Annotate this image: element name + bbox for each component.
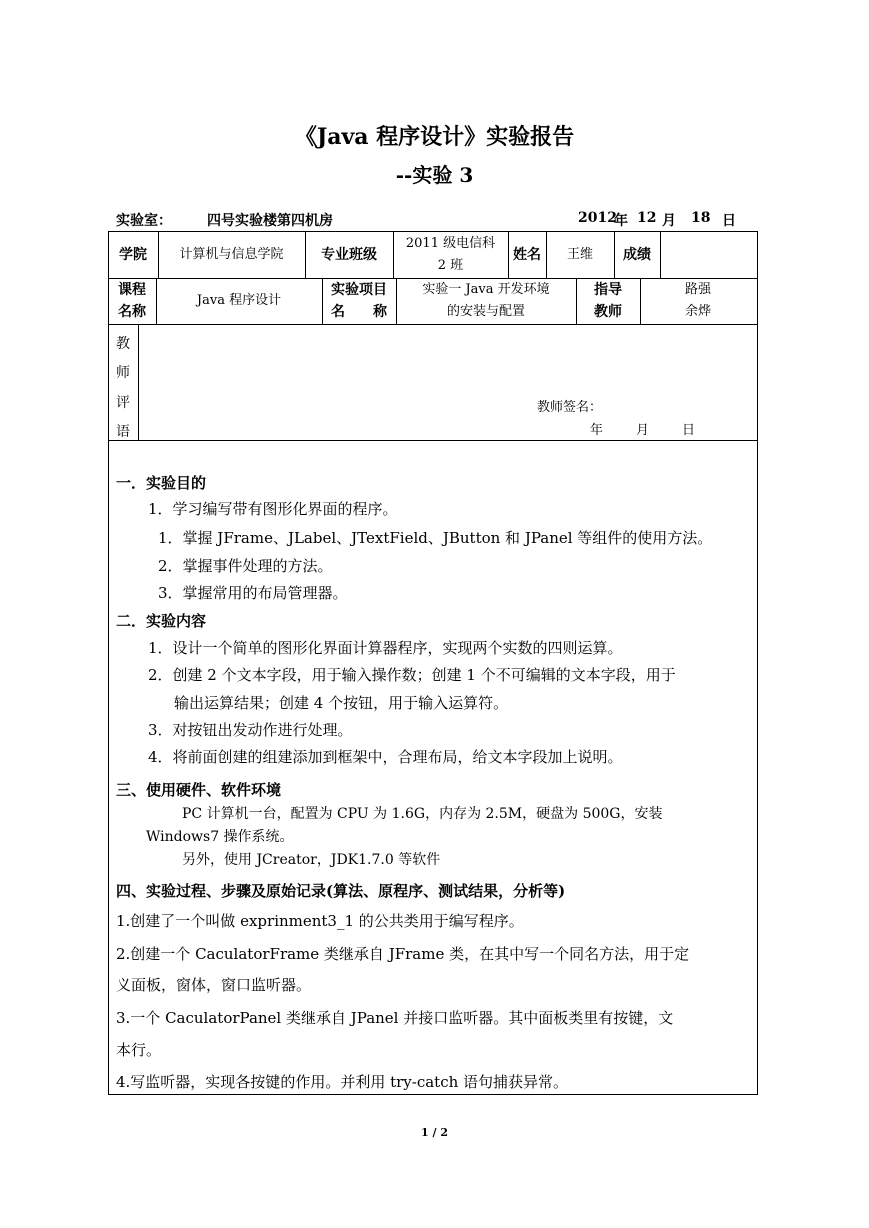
comment-char: 评 xyxy=(116,395,130,411)
name-value: 王维 xyxy=(566,246,593,262)
teacher-value xyxy=(640,278,756,324)
s2-item: 输出运算结果；创建 4 个按钮，用于输入运算符。 xyxy=(174,694,509,712)
course-label-line2: 名称 xyxy=(118,304,146,320)
s2-item: 1．设计一个简单的图形化界面计算器程序，实现两个实数的四则运算。 xyxy=(148,639,623,657)
lab-value: 四号实验楼第四机房 xyxy=(207,213,333,229)
s3-line: 另外，使用 JCreator，JDK1.7.0 等软件 xyxy=(182,852,441,868)
course-label-line1: 课程 xyxy=(118,282,146,298)
name-label: 姓名 xyxy=(513,246,541,263)
project-label-line1: 实验项目 xyxy=(331,282,387,298)
comment-char: 语 xyxy=(116,424,130,440)
project-label xyxy=(322,278,396,324)
college-label: 学院 xyxy=(119,246,147,263)
comment-char: 教 xyxy=(116,336,130,352)
report-title: 《Java 程序设计》实验报告 xyxy=(294,124,575,150)
section-4-title: 四、实验过程、步骤及原始记录(算法、原程序、测试结果，分析等) xyxy=(116,882,566,900)
page-number: 1 / 2 xyxy=(421,1126,448,1139)
s4-line: 本行。 xyxy=(116,1041,162,1059)
signature-month: 月 xyxy=(636,423,650,438)
date-year: 2012 xyxy=(578,210,617,226)
date-year-unit: 年 xyxy=(614,213,628,229)
teacher-value-line1: 路强 xyxy=(684,282,711,297)
s4-line: 义面板，窗体，窗口监听器。 xyxy=(116,976,312,994)
signature-year: 年 xyxy=(590,423,604,438)
row-divider xyxy=(108,440,757,441)
teacher-label xyxy=(576,278,640,324)
major-value-line1: 2011 级电信科 xyxy=(405,235,496,251)
teacher-value-line2: 余烨 xyxy=(684,304,711,319)
project-value-line2: 的安装与配置 xyxy=(446,304,525,319)
s4-line: 4.写监听器，实现各按键的作用。并利用 try-catch 语句捕获异常。 xyxy=(116,1073,569,1091)
major-value-line2: 2 班 xyxy=(437,257,464,273)
project-value xyxy=(396,278,576,324)
section-2-title: 二．实验内容 xyxy=(116,612,207,630)
major-value xyxy=(393,231,508,278)
s4-line: 1.创建了一个叫做 exprinment3_1 的公共类用于编写程序。 xyxy=(116,912,524,930)
s3-line: Windows7 操作系统。 xyxy=(146,829,294,845)
s4-line: 2.创建一个 CaculatorFrame 类继承自 JFrame 类，在其中写一个同名方法，用于定 xyxy=(116,945,690,963)
s1-item: 2．掌握事件处理的方法。 xyxy=(158,557,333,575)
s2-item: 3．对按钮出发动作进行处理。 xyxy=(148,721,353,739)
project-label-line2: 名 称 xyxy=(331,304,387,320)
col-divider xyxy=(138,324,139,440)
course-label xyxy=(108,278,156,324)
lab-label: 实验室： xyxy=(116,213,172,229)
comment-char: 师 xyxy=(116,365,130,381)
teacher-label-line2: 教师 xyxy=(594,304,622,320)
s4-line: 3.一个 CaculatorPanel 类继承自 JPanel 并接口监听器。其中面板类里有按键，文 xyxy=(116,1009,674,1027)
s2-item: 2．创建 2 个文本字段，用于输入操作数；创建 1 个不可编辑的文本字段，用于 xyxy=(148,666,676,684)
report-subtitle: --实验 3 xyxy=(395,163,474,187)
date-day-unit: 日 xyxy=(722,213,736,229)
signature-day: 日 xyxy=(682,423,696,438)
date-month-unit: 月 xyxy=(662,213,676,229)
section-1-title: 一．实验目的 xyxy=(116,474,207,492)
date-month: 12 xyxy=(637,210,657,226)
project-value-line1: 实验一 Java 开发环境 xyxy=(422,282,550,297)
section-3-title: 三、使用硬件、软件环境 xyxy=(116,781,282,799)
s1-item: 3．掌握常用的布局管理器。 xyxy=(158,584,348,602)
college-value: 计算机与信息学院 xyxy=(179,246,284,262)
s3-line: PC 计算机一台，配置为 CPU 为 1.6G，内存为 2.5M，硬盘为 500G，安装 xyxy=(182,806,663,822)
course-value: Java 程序设计 xyxy=(196,293,282,308)
s1-item: 1．掌握 JFrame、JLabel、JTextField、JButton 和 JPanel 等组件的使用方法。 xyxy=(158,529,713,547)
score-value xyxy=(660,231,756,278)
teacher-label-line1: 指导 xyxy=(594,282,622,298)
major-label: 专业班级 xyxy=(321,246,377,263)
score-label: 成绩 xyxy=(623,246,651,263)
teacher-signature-label: 教师签名： xyxy=(537,400,603,415)
date-day: 18 xyxy=(691,210,711,226)
s2-item: 4．将前面创建的组建添加到框架中，合理布局，给文本字段加上说明。 xyxy=(148,748,623,766)
row-divider xyxy=(108,324,757,325)
s1-item: 1．学习编写带有图形化界面的程序。 xyxy=(148,500,398,518)
report-table xyxy=(108,231,758,1095)
